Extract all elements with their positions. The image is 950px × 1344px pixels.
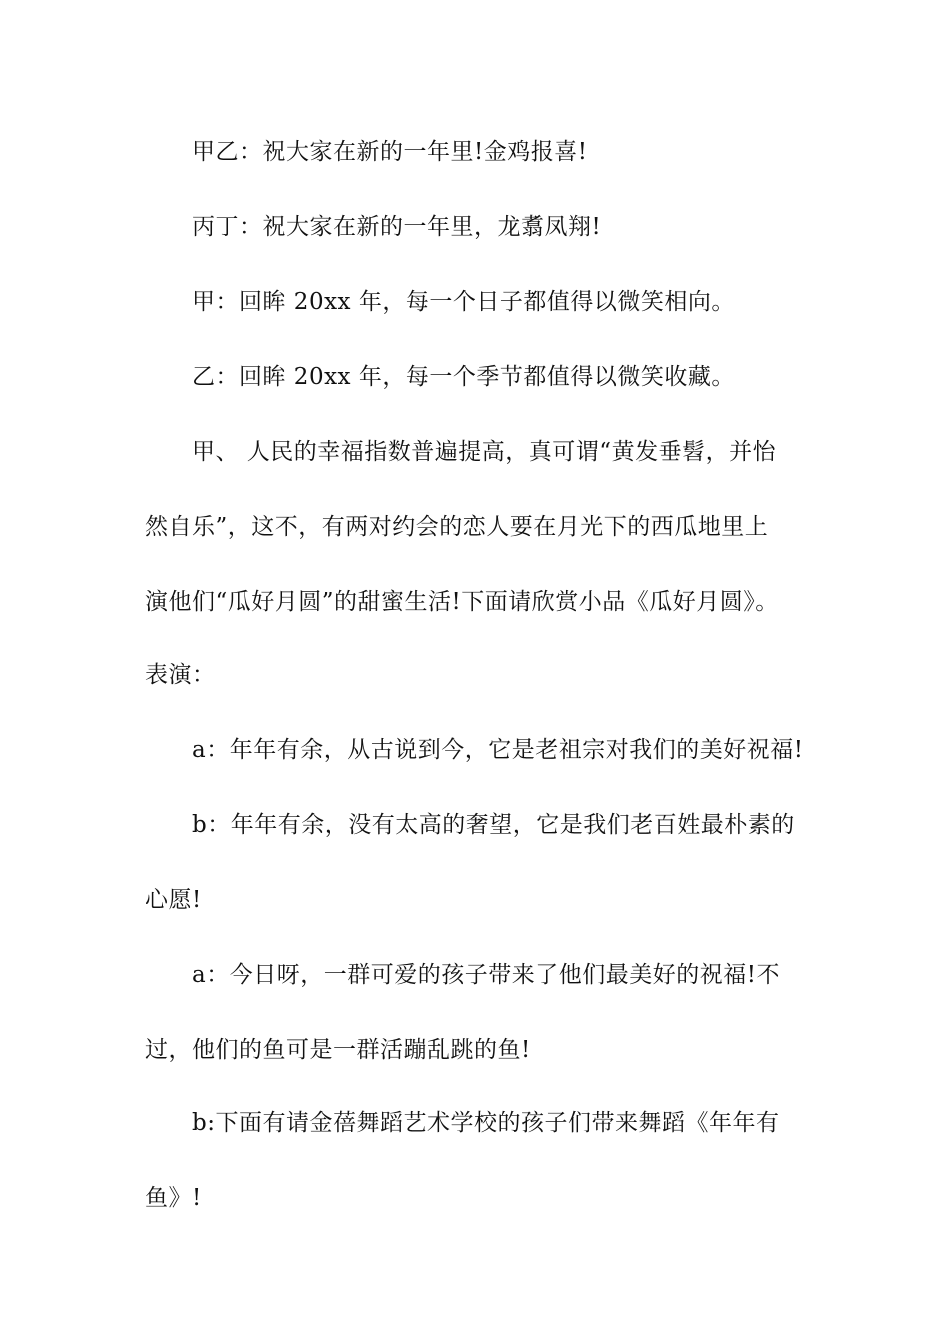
paragraph-line: b：年年有余，没有太高的奢望，它是我们老百姓最朴素的: [192, 812, 795, 838]
paragraph-line: 丙丁：祝大家在新的一年里，龙翥凤翔!: [192, 214, 602, 240]
paragraph-line: 甲：回眸 20xx 年，每一个日子都值得以微笑相向。: [192, 289, 735, 315]
paragraph-line: 甲、 人民的幸福指数普遍提高，真可谓“黄发垂髫，并怡: [192, 439, 777, 465]
paragraph-line: 甲乙：祝大家在新的一年里!金鸡报喜!: [192, 139, 588, 165]
paragraph-line: a：年年有余，从古说到今，它是老祖宗对我们的美好祝福!: [192, 737, 804, 763]
paragraph-line: 鱼》!: [145, 1185, 202, 1211]
paragraph-line: 然自乐”，这不，有两对约会的恋人要在月光下的西瓜地里上: [145, 514, 769, 540]
paragraph-line: 表演：: [145, 662, 216, 688]
paragraph-line: 心愿!: [145, 887, 202, 913]
paragraph-line: 演他们“瓜好月圆”的甜蜜生活!下面请欣赏小品《瓜好月圆》。: [145, 589, 779, 615]
paragraph-line: a：今日呀，一群可爱的孩子带来了他们最美好的祝福!不: [192, 962, 780, 988]
paragraph-line: b:下面有请金蓓舞蹈艺术学校的孩子们带来舞蹈《年年有: [192, 1110, 780, 1136]
paragraph-line: 过，他们的鱼可是一群活蹦乱跳的鱼!: [145, 1037, 531, 1063]
paragraph-line: 乙：回眸 20xx 年，每一个季节都值得以微笑收藏。: [192, 364, 735, 390]
